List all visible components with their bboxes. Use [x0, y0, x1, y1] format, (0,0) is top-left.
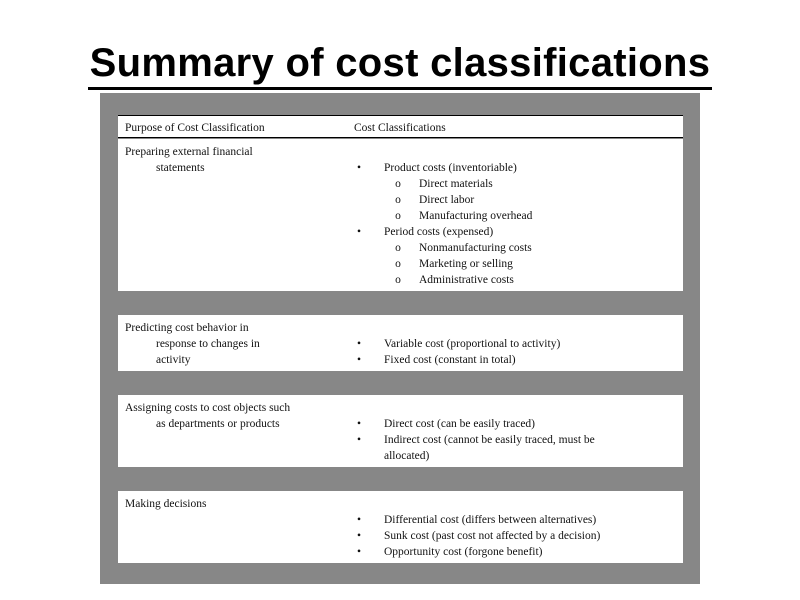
- list-item: [346, 352, 676, 368]
- table-row: [118, 315, 683, 371]
- circle-bullet-icon: o: [395, 194, 401, 206]
- item-text-continued: allocated): [384, 450, 430, 462]
- circle-bullet-icon: o: [395, 258, 401, 270]
- classification-list: [346, 336, 676, 368]
- item-text: Manufacturing overhead: [419, 210, 533, 222]
- list-item: [346, 176, 676, 192]
- item-text: Direct labor: [419, 194, 475, 206]
- list-item: [346, 416, 676, 432]
- classification-list: [346, 160, 676, 288]
- list-item: [346, 240, 676, 256]
- bullet-icon: •: [356, 546, 362, 558]
- list-item: [346, 192, 676, 208]
- item-text: Opportunity cost (forgone benefit): [384, 546, 543, 558]
- table-row: [118, 491, 683, 563]
- purpose-cell: [125, 496, 335, 512]
- header-classifications: Cost Classifications: [354, 122, 446, 134]
- item-text: Fixed cost (constant in total): [384, 354, 516, 366]
- list-item: [346, 336, 676, 352]
- purpose-line: as departments or products: [156, 418, 280, 430]
- item-text: Administrative costs: [419, 274, 514, 286]
- list-item: [346, 272, 676, 288]
- classification-list: [346, 416, 676, 464]
- item-text: Marketing or selling: [419, 258, 513, 270]
- purpose-line: Preparing external financial: [125, 146, 253, 158]
- list-item: [346, 208, 676, 224]
- bullet-icon: •: [356, 418, 362, 430]
- purpose-cell: [125, 144, 335, 176]
- item-text: Period costs (expensed): [384, 226, 494, 238]
- purpose-line: statements: [156, 162, 205, 174]
- bullet-icon: •: [356, 530, 362, 542]
- item-text: Direct cost (can be easily traced): [384, 418, 536, 430]
- table-row: [118, 395, 683, 467]
- list-item: [346, 432, 676, 464]
- item-text: Direct materials: [419, 178, 493, 190]
- item-text: Nonmanufacturing costs: [419, 242, 532, 254]
- item-text: Product costs (inventoriable): [384, 162, 517, 174]
- item-text: Indirect cost (cannot be easily traced, must be: [384, 434, 595, 446]
- item-text: Variable cost (proportional to activity): [384, 338, 561, 350]
- header-purpose: Purpose of Cost Classification: [125, 122, 265, 134]
- purpose-cell: [125, 320, 335, 368]
- purpose-cell: [125, 400, 335, 432]
- purpose-line: Predicting cost behavior in: [125, 322, 249, 334]
- purpose-line: activity: [156, 354, 191, 366]
- classification-list: [346, 512, 676, 560]
- bullet-icon: •: [356, 434, 362, 446]
- list-item: [346, 528, 676, 544]
- bullet-icon: •: [356, 226, 362, 238]
- purpose-line: Assigning costs to cost objects such: [125, 402, 291, 414]
- bullet-icon: •: [356, 338, 362, 350]
- table-header: [118, 115, 683, 138]
- list-item: [346, 160, 676, 176]
- circle-bullet-icon: o: [395, 242, 401, 254]
- circle-bullet-icon: o: [395, 210, 401, 222]
- list-item: [346, 512, 676, 528]
- slide-title: [0, 38, 800, 90]
- item-text: Differential cost (differs between alternatives): [384, 514, 597, 526]
- purpose-line: response to changes in: [156, 338, 260, 350]
- item-text: Sunk cost (past cost not affected by a decision): [384, 530, 601, 542]
- list-item: [346, 544, 676, 560]
- purpose-line: Making decisions: [125, 498, 207, 510]
- circle-bullet-icon: o: [395, 274, 401, 286]
- slide-title-text: Summary of cost classifications: [88, 41, 713, 90]
- circle-bullet-icon: o: [395, 178, 401, 190]
- bullet-icon: •: [356, 354, 362, 366]
- bullet-icon: •: [356, 162, 362, 174]
- list-item: [346, 224, 676, 240]
- bullet-icon: •: [356, 514, 362, 526]
- table-row: [118, 139, 683, 291]
- list-item: [346, 256, 676, 272]
